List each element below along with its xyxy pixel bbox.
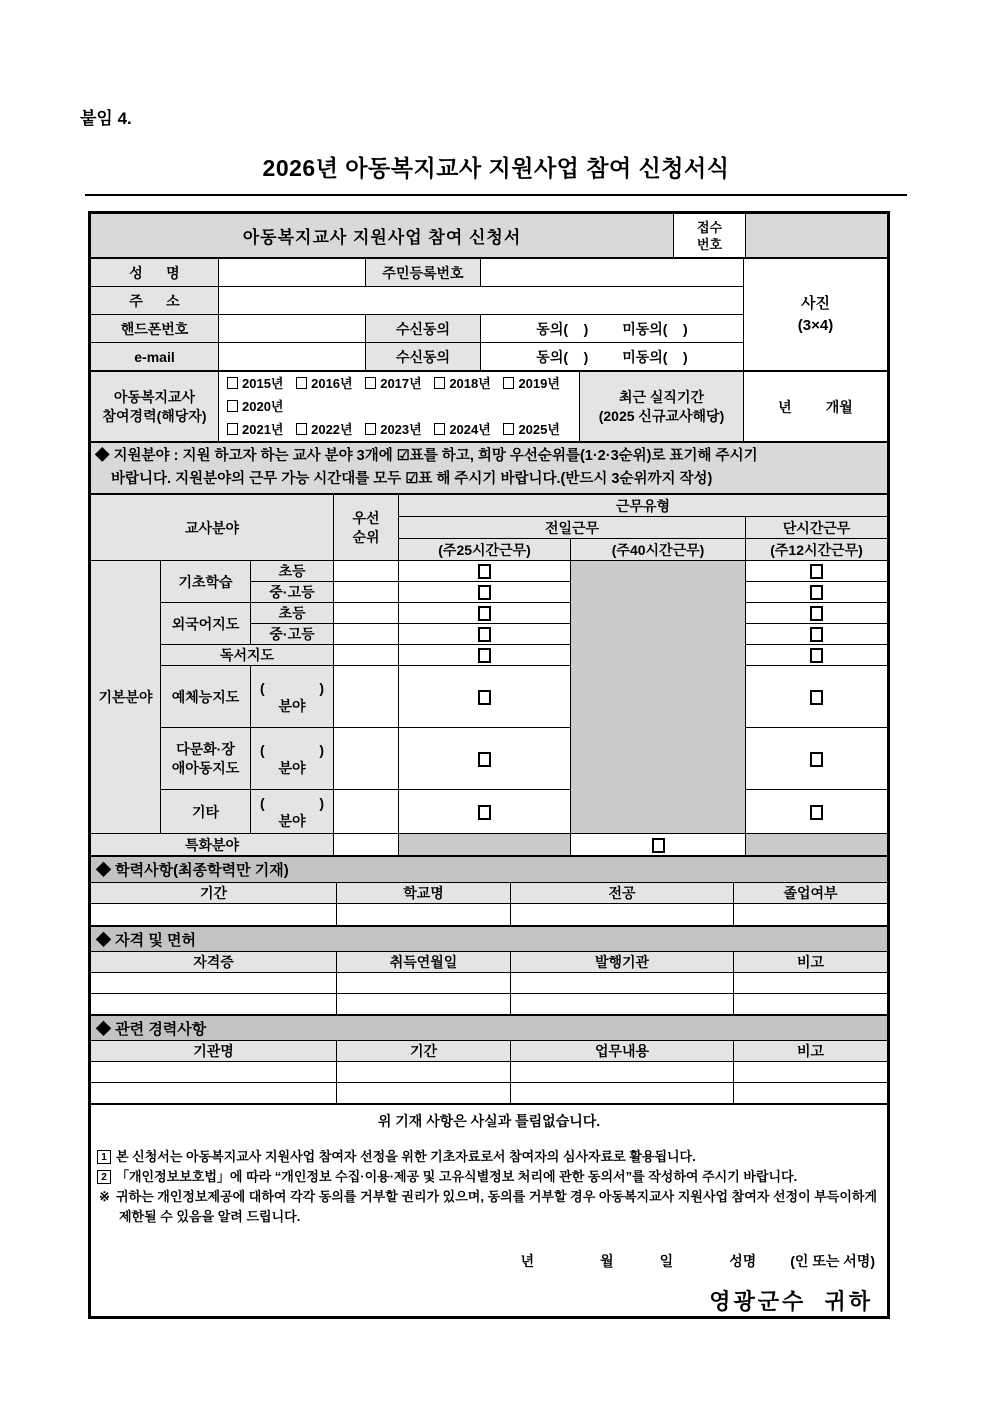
paren-close: ): [319, 794, 325, 811]
experience-col-organization: 기관명: [91, 1041, 337, 1062]
career-label-line2: 참여경력(해당자): [102, 407, 207, 424]
email-consent-options: [481, 343, 744, 371]
experience-col-note: 비고: [734, 1041, 888, 1062]
priority-field-foreign-elem[interactable]: [334, 603, 399, 624]
cell-12h-basic-elem: [746, 561, 888, 582]
license-table: [90, 926, 888, 1015]
arts-detail-field[interactable]: [251, 666, 334, 728]
checkbox-2021-icon[interactable]: [227, 423, 238, 435]
experience-note-field[interactable]: [734, 1083, 888, 1104]
signature-row: [91, 1251, 887, 1271]
checkbox-2022-icon[interactable]: [296, 423, 307, 435]
cell-40h-special: [571, 834, 746, 856]
education-col-period: 기간: [91, 883, 337, 904]
email-consent-disagree[interactable]: 미동의( ): [622, 348, 688, 365]
license-note-field[interactable]: [734, 994, 888, 1015]
name-field[interactable]: [219, 259, 366, 287]
sign-year-label: 년: [520, 1253, 535, 1269]
unemployment-label-line1: 최근 실직기간: [618, 388, 705, 405]
note-3-marker: ※: [99, 1189, 110, 1204]
cell-25h-reading: [399, 645, 571, 666]
document-title: 2026년 아동복지교사 지원사업 참여 신청서식: [262, 155, 730, 181]
education-col-school: 학교명: [337, 883, 511, 904]
multicultural-label-line2: 애아동지도: [171, 759, 240, 776]
cell-12h-special-disabled: [746, 834, 888, 856]
checkbox-icon[interactable]: [810, 690, 823, 705]
address-field[interactable]: [219, 287, 744, 315]
unemployment-label: [580, 372, 744, 442]
foreign-elementary-label: 초등: [251, 603, 334, 624]
checkbox-2018-icon[interactable]: [434, 377, 445, 389]
title-divider: [85, 194, 907, 196]
cell-12h-etc: [746, 790, 888, 834]
priority-field-basic-midhigh[interactable]: [334, 582, 399, 603]
multicultural-label: [161, 728, 251, 790]
education-col-graduation: 졸업여부: [734, 883, 888, 904]
checkbox-icon[interactable]: [810, 585, 823, 600]
receipt-number-field[interactable]: [746, 214, 888, 258]
cell-12h-foreign-midhigh: [746, 624, 888, 645]
checkbox-icon[interactable]: [478, 564, 491, 579]
cell-25h-basic-elem: [399, 561, 571, 582]
year-2023-label: 2023년: [380, 422, 422, 437]
photo-label: 사진: [801, 294, 830, 312]
addressee-text: 영광군수 귀하: [709, 1289, 873, 1314]
checkbox-icon[interactable]: [810, 564, 823, 579]
year-2025-label: 2025년: [518, 422, 560, 437]
checkbox-icon[interactable]: [478, 627, 491, 642]
checkbox-2019-icon[interactable]: [503, 377, 514, 389]
year-2020-label: 2020년: [242, 399, 284, 414]
paren-open: (: [260, 679, 265, 696]
teacher-field-header: 교사분야: [91, 495, 334, 561]
career-table: [90, 371, 888, 442]
career-label: [91, 372, 219, 442]
teacher-field-table: [90, 494, 888, 856]
email-label: e-mail: [91, 343, 219, 371]
unemployment-duration-field[interactable]: [744, 372, 888, 442]
license-col-certificate: 자격증: [91, 952, 337, 973]
education-graduation-field[interactable]: [734, 904, 888, 926]
instruction-line1: ◆ 지원분야 : 지원 하고자 하는 교사 분야 3개에 ☑표를 하고, 희망 우선순위를(1·2·3순위)로 표기해 주시기: [95, 448, 758, 464]
cell-12h-basic-midhigh: [746, 582, 888, 603]
year-2022-label: 2022년: [311, 422, 353, 437]
experience-period-field[interactable]: [337, 1062, 511, 1083]
note-2-text: 「개인정보보호법」에 따라 “개인정보 수집·이용·제공 및 고유식별정보 처리에 관한 동의서”를 작성하여 주시기 바랍니다.: [116, 1169, 798, 1184]
note-3-text: 귀하는 개인정보제공에 대하여 각각 동의를 거부할 권리가 있으며, 동의를 거부할 경우 아동복지교사 지원사업 참여자 선정이 부득이하게 제한될 수 있음을 알려 드립니다.: [116, 1189, 878, 1224]
experience-duty-field[interactable]: [511, 1062, 734, 1083]
education-period-field[interactable]: [91, 904, 337, 926]
year-2024-label: 2024년: [449, 422, 491, 437]
name-label: 성 명: [91, 259, 219, 287]
experience-col-duty: 업무내용: [511, 1041, 734, 1062]
phone-consent-label: 수신동의: [366, 315, 481, 343]
checkbox-2024-icon[interactable]: [434, 423, 445, 435]
receipt-label-line1: 접수: [696, 219, 723, 235]
instructions-table: [90, 442, 888, 494]
career-label-line1: 아동복지교사: [113, 388, 196, 405]
license-note-field[interactable]: [734, 973, 888, 994]
basic-edu-label: 기초학습: [161, 561, 251, 603]
resident-no-field[interactable]: [481, 259, 744, 287]
checkbox-2017-icon[interactable]: [365, 377, 376, 389]
basic-group-label: 기본분야: [91, 561, 161, 834]
special-field-label: 특화분야: [91, 834, 334, 856]
resident-no-label: 주민등록번호: [366, 259, 481, 287]
checkbox-icon[interactable]: [478, 690, 491, 705]
checkbox-2015-icon[interactable]: [227, 377, 238, 389]
experience-section-title: ◆ 관련 경력사항: [91, 1016, 888, 1041]
license-issuer-field[interactable]: [511, 973, 734, 994]
checkbox-icon[interactable]: [810, 627, 823, 642]
license-date-field[interactable]: [337, 973, 511, 994]
phone-consent-agree[interactable]: 동의( ): [536, 320, 589, 337]
checkbox-icon[interactable]: [478, 648, 491, 663]
priority-field-arts[interactable]: [334, 666, 399, 728]
priority-field-reading[interactable]: [334, 645, 399, 666]
experience-period-field[interactable]: [337, 1083, 511, 1104]
priority-field-special[interactable]: [334, 834, 399, 856]
career-years-row1: [227, 372, 579, 418]
foreign-lang-label: 외국어지도: [161, 603, 251, 645]
unit-year-label: 년: [778, 398, 792, 415]
career-years: [219, 372, 580, 442]
priority-header-line2: 순위: [352, 528, 380, 545]
checkbox-2016-icon[interactable]: [296, 377, 307, 389]
multicultural-detail-field[interactable]: [251, 728, 334, 790]
year-2019-label: 2019년: [518, 376, 560, 391]
experience-organization-field[interactable]: [91, 1062, 337, 1083]
cell-25h-etc: [399, 790, 571, 834]
education-table: [90, 856, 888, 926]
address-label: 주 소: [91, 287, 219, 315]
etc-detail-field[interactable]: [251, 790, 334, 834]
license-section-title: ◆ 자격 및 면허: [91, 927, 888, 952]
experience-col-period: 기간: [337, 1041, 511, 1062]
education-section-title: ◆ 학력사항(최종학력만 기재): [91, 857, 888, 883]
paren-open: (: [260, 794, 265, 811]
checkbox-icon[interactable]: [810, 648, 823, 663]
priority-field-foreign-midhigh[interactable]: [334, 624, 399, 645]
note-2-marker: 2: [97, 1170, 111, 1184]
phone-field[interactable]: [219, 315, 366, 343]
sign-name-label: 성명: [729, 1253, 757, 1269]
license-certificate-field[interactable]: [91, 973, 337, 994]
year-2016-label: 2016년: [311, 376, 353, 391]
footer-block: [91, 1105, 888, 1317]
checkbox-2020-icon[interactable]: [227, 400, 238, 412]
license-col-date: 취득연월일: [337, 952, 511, 973]
license-col-note: 비고: [734, 952, 888, 973]
career-years-row2: [227, 418, 579, 441]
checkbox-icon[interactable]: [478, 752, 491, 767]
priority-header: [334, 495, 399, 561]
experience-note-field[interactable]: [734, 1062, 888, 1083]
checkbox-icon[interactable]: [810, 805, 823, 820]
photo-box: [744, 259, 888, 371]
email-field[interactable]: [219, 343, 366, 371]
receipt-number-label: [674, 214, 746, 258]
sign-month-label: 월: [600, 1253, 614, 1269]
cell-25h-multicultural: [399, 728, 571, 790]
sign-seal-label: (인 또는 서명): [790, 1253, 875, 1269]
cell-25h-foreign-midhigh: [399, 624, 571, 645]
multicultural-detail-label: 분야: [278, 759, 306, 776]
phone-consent-options: [481, 315, 744, 343]
arts-label: 예체능지도: [161, 666, 251, 728]
priority-header-line1: 우선: [352, 509, 380, 526]
attachment-label: 붙임 4.: [80, 109, 132, 128]
form-title: 아동복지교사 지원사업 참여 신청서: [91, 214, 674, 258]
application-form: [88, 211, 890, 1319]
form-header-table: [90, 213, 888, 258]
email-consent-agree[interactable]: 동의( ): [536, 348, 589, 365]
parttime-header: 단시간근무: [746, 517, 888, 539]
note-1-text: 본 신청서는 아동복지교사 지원사업 참여자 선정을 위한 기초자료로서 참여자의 심사자료로 활용됩니다.: [116, 1149, 696, 1164]
declaration-text: 위 기재 사항은 사실과 틀림없습니다.: [377, 1113, 601, 1129]
license-issuer-field[interactable]: [511, 994, 734, 1015]
personal-info-table: [90, 258, 888, 371]
hours-40-header: (주40시간근무): [571, 539, 746, 561]
etc-label: 기타: [161, 790, 251, 834]
paren-close: ): [319, 741, 325, 758]
checkbox-icon[interactable]: [478, 606, 491, 621]
year-2021-label: 2021년: [242, 422, 284, 437]
cell-25h-arts: [399, 666, 571, 728]
receipt-label-line2: 번호: [696, 236, 723, 252]
note-1-marker: 1: [97, 1150, 111, 1164]
basic-edu-elementary-label: 초등: [251, 561, 334, 582]
cell-12h-multicultural: [746, 728, 888, 790]
cell-12h-foreign-elem: [746, 603, 888, 624]
year-2015-label: 2015년: [242, 376, 284, 391]
checkbox-icon[interactable]: [478, 585, 491, 600]
footer-table: [90, 1104, 888, 1317]
phone-consent-disagree[interactable]: 미동의( ): [622, 320, 688, 337]
notes-block: [91, 1147, 887, 1227]
experience-organization-field[interactable]: [91, 1083, 337, 1104]
checkbox-icon[interactable]: [478, 805, 491, 820]
experience-table: [90, 1015, 888, 1104]
unemployment-label-line2: (2025 신규교사해당): [598, 407, 725, 424]
hours-25-header: (주25시간근무): [399, 539, 571, 561]
application-field-instructions: [91, 443, 888, 494]
etc-detail-label: 분야: [278, 812, 306, 829]
reading-label: 독서지도: [161, 645, 334, 666]
cell-40h-disabled: [571, 561, 746, 834]
paren-open: (: [260, 741, 265, 758]
year-2017-label: 2017년: [380, 376, 422, 391]
education-major-field[interactable]: [511, 904, 734, 926]
checkbox-2023-icon[interactable]: [365, 423, 376, 435]
work-type-header: 근무유형: [399, 495, 888, 517]
cell-12h-reading: [746, 645, 888, 666]
experience-duty-field[interactable]: [511, 1083, 734, 1104]
checkbox-icon[interactable]: [810, 606, 823, 621]
checkbox-icon[interactable]: [652, 838, 665, 853]
note-2: [97, 1167, 881, 1187]
checkbox-icon[interactable]: [810, 752, 823, 767]
cell-25h-basic-midhigh: [399, 582, 571, 603]
phone-label: 핸드폰번호: [91, 315, 219, 343]
basic-edu-midhigh-label: 중·고등: [251, 582, 334, 603]
sign-day-label: 일: [659, 1253, 674, 1269]
email-consent-label: 수신동의: [366, 343, 481, 371]
paren-close: ): [319, 679, 325, 696]
note-1: [97, 1147, 881, 1167]
license-certificate-field[interactable]: [91, 994, 337, 1015]
cell-25h-foreign-elem: [399, 603, 571, 624]
year-2018-label: 2018년: [449, 376, 491, 391]
instruction-line2: 바랍니다. 지원분야의 근무 가능 시간대를 모두 ☑표 해 주시기 바랍니다.(반드시 3순위까지 작성): [111, 471, 713, 487]
unit-month-label: 개월: [825, 398, 853, 415]
hours-12-header: (주12시간근무): [746, 539, 888, 561]
education-col-major: 전공: [511, 883, 734, 904]
photo-size-label: (3×4): [797, 316, 834, 334]
priority-field-multicultural[interactable]: [334, 728, 399, 790]
cell-25h-special-disabled: [399, 834, 571, 856]
education-school-field[interactable]: [337, 904, 511, 926]
priority-field-basic-elem[interactable]: [334, 561, 399, 582]
foreign-midhigh-label: 중·고등: [251, 624, 334, 645]
license-date-field[interactable]: [337, 994, 511, 1015]
note-3: [97, 1187, 881, 1227]
priority-field-etc[interactable]: [334, 790, 399, 834]
checkbox-2025-icon[interactable]: [503, 423, 514, 435]
multicultural-label-line1: 다문화·장: [176, 740, 235, 757]
arts-detail-label: 분야: [278, 697, 306, 714]
cell-12h-arts: [746, 666, 888, 728]
license-col-issuer: 발행기관: [511, 952, 734, 973]
fulltime-header: 전일근무: [399, 517, 746, 539]
